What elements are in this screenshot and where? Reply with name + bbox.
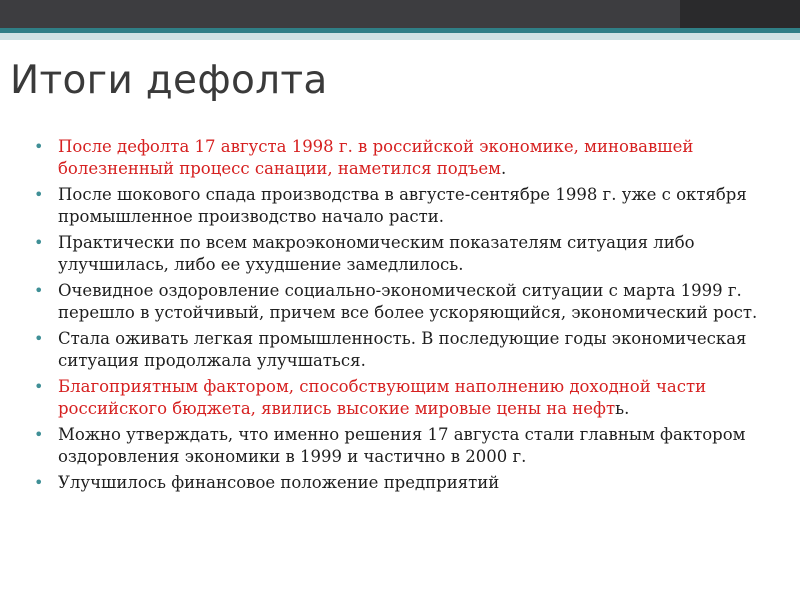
bullet-item [34, 184, 764, 228]
bullet-text: ь. [615, 399, 630, 418]
bullet-dot-icon: • [34, 137, 44, 156]
bullet-text: Можно утверждать, что именно решения 17 августа стали главным фактором оздоровления экономики в 1999 и частично в 2000 г. [58, 425, 746, 466]
bullet-text: Благоприятным фактором, способствующим наполнению доходной части российского бюджета, явились высокие мировые цены на нефт [58, 377, 707, 418]
bullet-item [34, 280, 764, 324]
bullet-item [34, 328, 764, 372]
bullet-item [34, 232, 764, 276]
bullet-list [34, 136, 764, 498]
bullet-text: После шокового спада производства в августе-сентябре 1998 г. уже с октября промышленное производство начало расти. [58, 185, 747, 226]
bullet-text: Улучшилось финансовое положение предприятий [58, 473, 500, 492]
light-teal-stripe [0, 33, 800, 40]
bullet-item [34, 424, 764, 468]
bullet-dot-icon: • [34, 425, 44, 444]
bullet-text: Практически по всем макроэкономическим показателям ситуация либо улучшилась, либо ее ухудшение замедлилось. [58, 233, 695, 274]
bullet-dot-icon: • [34, 233, 44, 252]
bullet-text: После дефолта 17 августа 1998 г. в российской экономике, миновавшей болезненный процесс санации, наметился подъем [58, 137, 694, 178]
slide-title: Итоги дефолта [10, 58, 328, 103]
bullet-dot-icon: • [34, 329, 44, 348]
bullet-dot-icon: • [34, 281, 44, 300]
bullet-dot-icon: • [34, 185, 44, 204]
top-header-accent [680, 0, 800, 28]
bullet-dot-icon: • [34, 377, 44, 396]
bullet-text: Очевидное оздоровление социально-экономической ситуации с марта 1999 г. перешло в устойчивый, причем все более ускоряющийся, экономический рост. [58, 281, 758, 322]
bullet-dot-icon: • [34, 473, 44, 492]
bullet-text: Стала оживать легкая промышленность. В последующие годы экономическая ситуация продолжала улучшаться. [58, 329, 747, 370]
bullet-item [34, 472, 764, 494]
bullet-item [34, 136, 764, 180]
bullet-text: . [500, 159, 507, 178]
bullet-item [34, 376, 764, 420]
